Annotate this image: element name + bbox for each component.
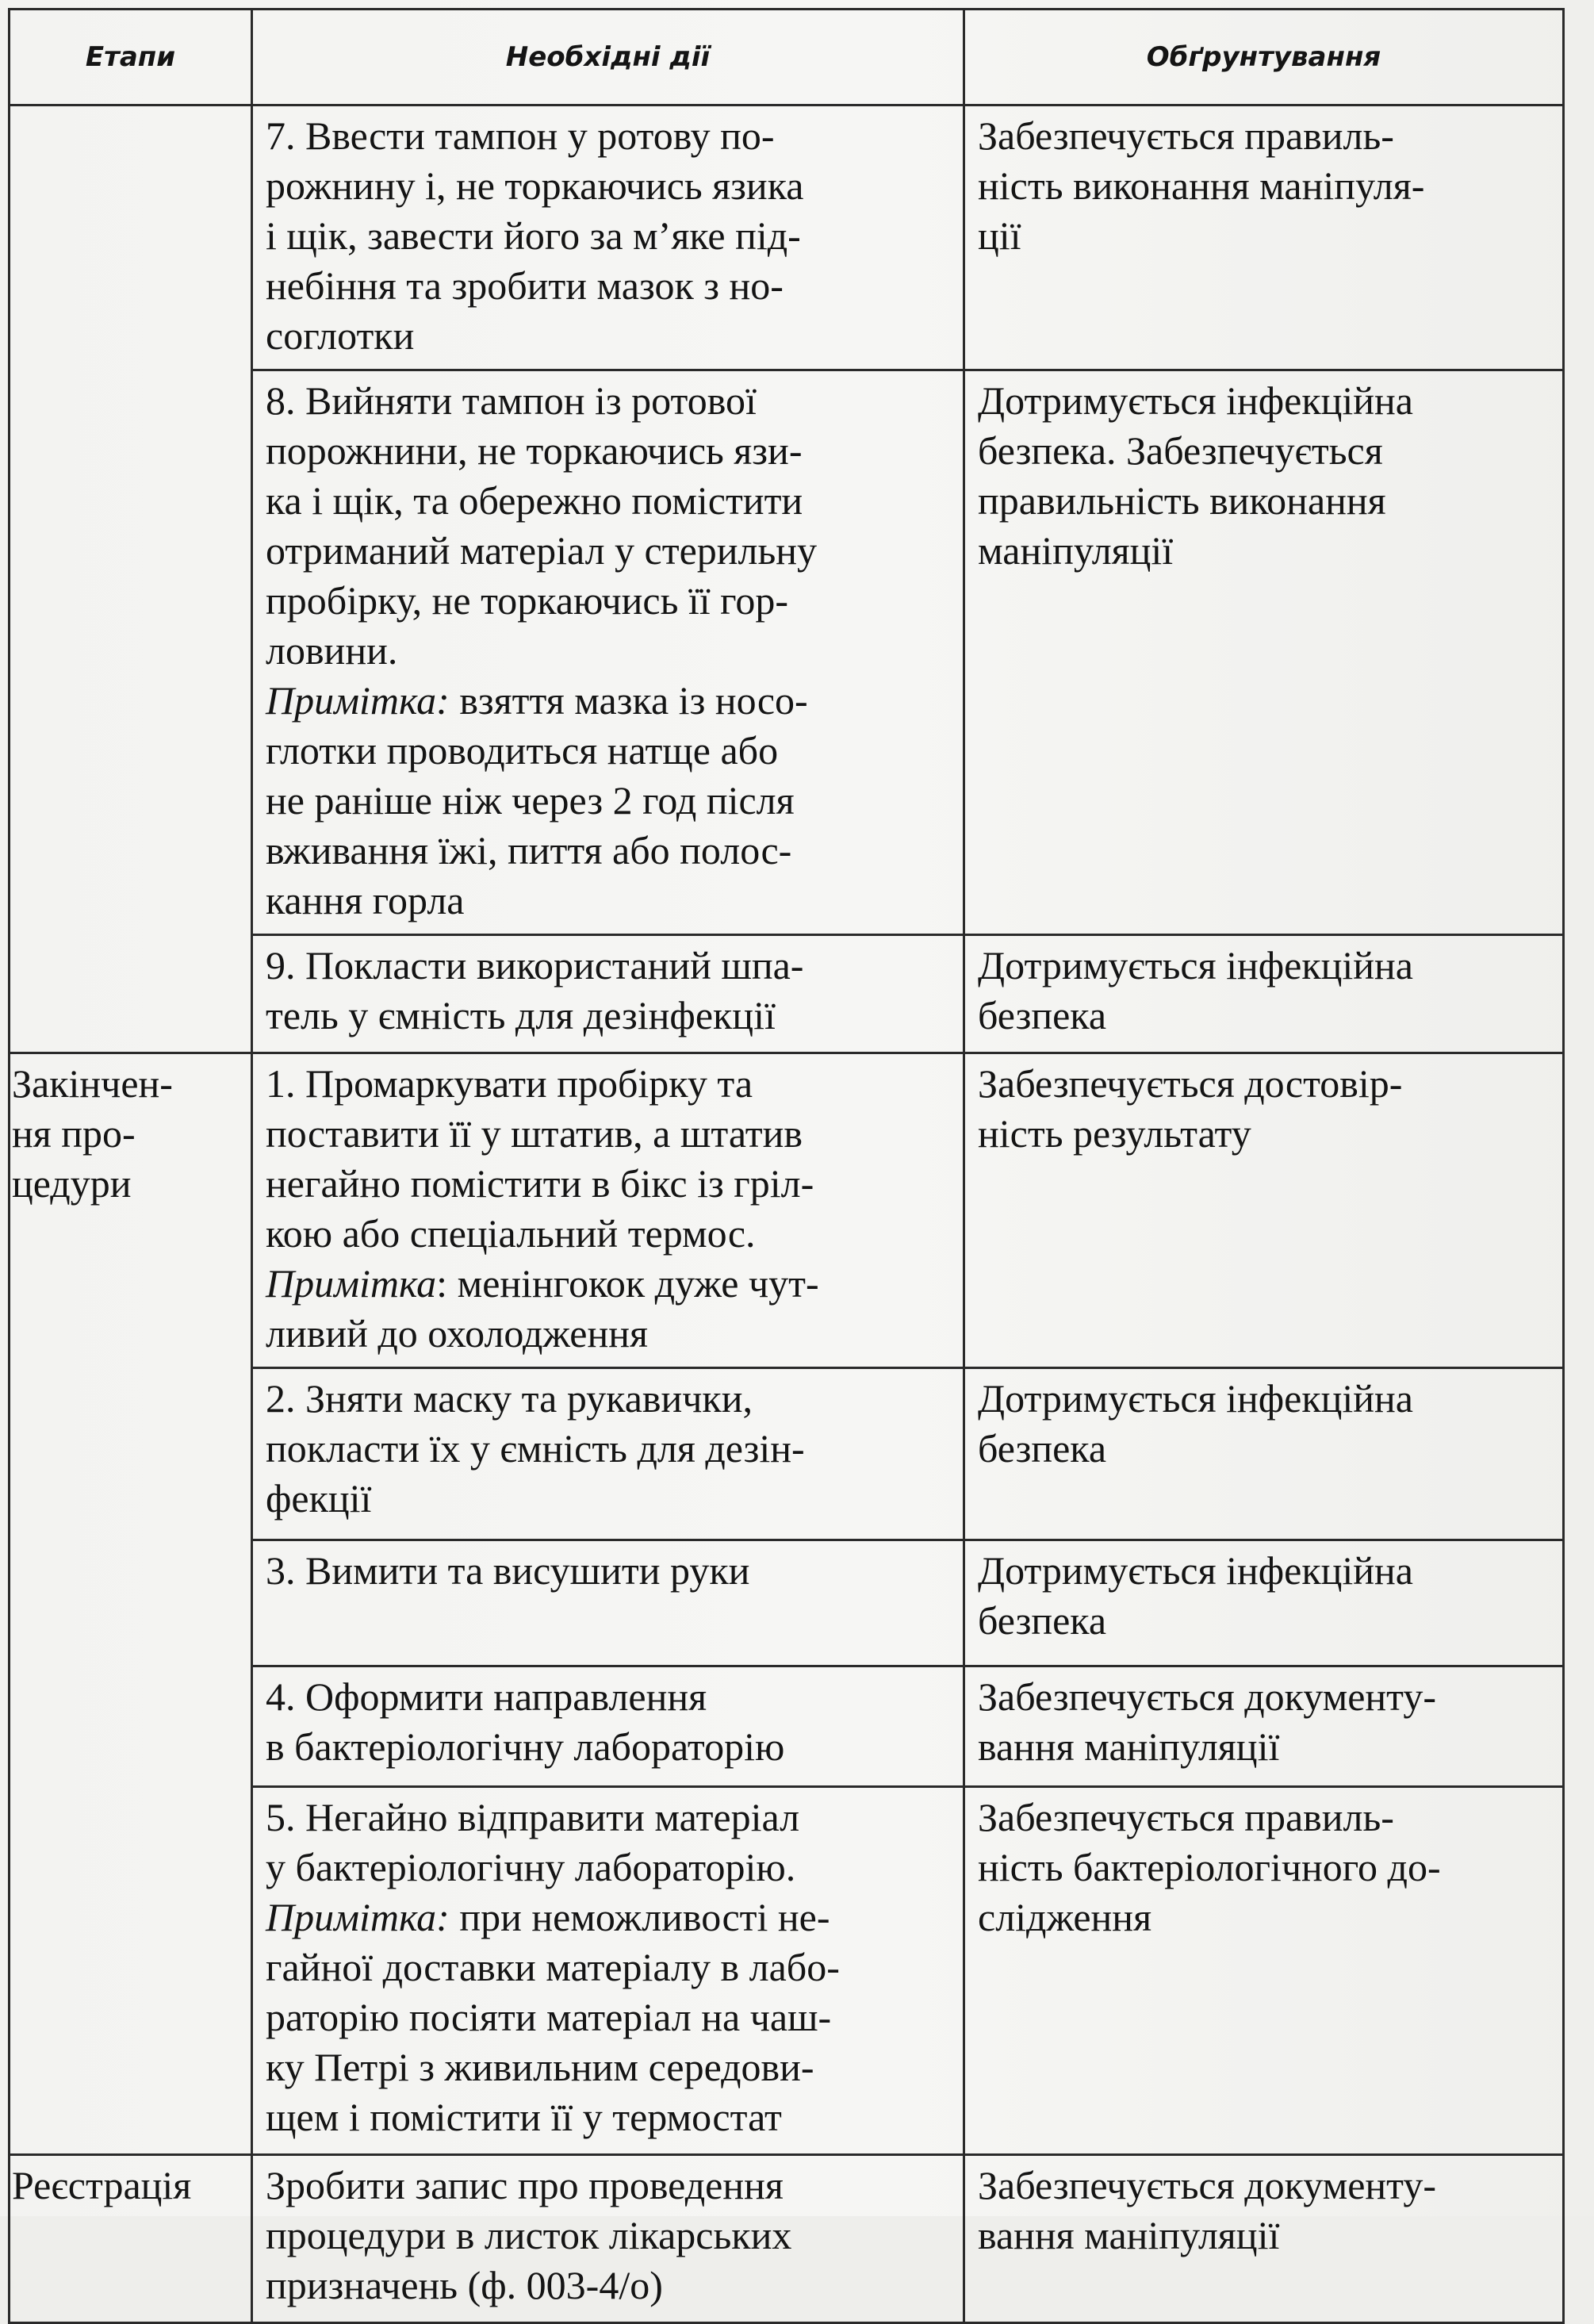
- rationale-text: маніпуляції: [978, 528, 1174, 573]
- action-cell: [252, 1666, 964, 1787]
- table-row: [10, 1053, 1564, 1368]
- note-text: гайної доставки матеріалу в лабо-: [266, 1945, 840, 1989]
- note-text: кання горла: [266, 878, 465, 922]
- note-text: ливий до охолодження: [266, 1311, 649, 1356]
- stage-cell: [10, 1053, 252, 2155]
- header-stage: Етапи: [10, 10, 252, 105]
- note-label: Примітка: [266, 1261, 437, 1306]
- rationale-text: ність результату: [978, 1111, 1251, 1156]
- rationale-text: Забезпечується правиль-: [978, 113, 1394, 158]
- rationale-cell: [964, 2155, 1564, 2323]
- table-row: [10, 105, 1564, 370]
- rationale-cell: [964, 1540, 1564, 1666]
- rationale-cell: [964, 105, 1564, 370]
- note-text: вживання їжі, пиття або полос-: [266, 828, 792, 872]
- action-text: 9. Покласти використаний шпа-: [266, 943, 804, 988]
- rationale-text: Дотримується інфекційна: [978, 1548, 1413, 1593]
- procedure-table: [8, 8, 1565, 2324]
- action-text: отриманий матеріал у стерильну: [266, 528, 818, 573]
- rationale-text: Забезпечується правиль-: [978, 1795, 1394, 1839]
- action-cell: [252, 1540, 964, 1666]
- action-text: соглотки: [266, 313, 415, 358]
- rationale-text: правильність виконання: [978, 478, 1386, 523]
- rationale-cell: [964, 370, 1564, 935]
- note-text: ку Петрі з живильним середови-: [266, 2045, 814, 2089]
- rationale-text: ність виконання маніпуля-: [978, 163, 1425, 208]
- action-text: порожнини, не торкаючись язи-: [266, 428, 803, 473]
- header-actions: Необхідні дії: [252, 10, 964, 105]
- action-text: в бактеріологічну лабораторію: [266, 1724, 785, 1769]
- note-text: Примітка: взяття мазка із носо-: [266, 678, 808, 723]
- rationale-text: Дотримується інфекційна: [978, 1376, 1413, 1421]
- action-text: покласти їх у ємність для дезін-: [266, 1426, 805, 1471]
- table-row: [10, 2155, 1564, 2323]
- action-cell: [252, 1368, 964, 1540]
- action-cell: [252, 1787, 964, 2155]
- rationale-text: Дотримується інфекційна: [978, 943, 1413, 988]
- rationale-cell: [964, 1053, 1564, 1368]
- rationale-text: слідження: [978, 1895, 1152, 1939]
- action-text: у бактеріологічну лабораторію.: [266, 1845, 796, 1889]
- rationale-cell: [964, 1368, 1564, 1540]
- note-text: не раніше ніж через 2 год після: [266, 778, 795, 823]
- table-header-row: [10, 10, 1564, 105]
- action-text: ловини.: [266, 628, 398, 673]
- rationale-text: безпека. Забезпечується: [978, 428, 1383, 473]
- action-text: 7. Ввести тампон у ротову по-: [266, 113, 775, 158]
- action-text: 3. Вимити та висушити руки: [266, 1548, 750, 1593]
- note-text: раторію посіяти матеріал на чаш-: [266, 1995, 832, 2039]
- stage-text: Закінчен-: [12, 1061, 173, 1106]
- action-text: негайно помістити в бікс із гріл-: [266, 1161, 814, 1206]
- action-text: 2. Зняти маску та рукавички,: [266, 1376, 753, 1421]
- rationale-text: вання маніпуляції: [978, 1724, 1280, 1769]
- action-text: пробірку, не торкаючись її гор-: [266, 578, 789, 623]
- action-text: рожнину і, не торкаючись язика: [266, 163, 804, 208]
- action-text: 1. Промаркувати пробірку та: [266, 1061, 753, 1106]
- rationale-cell: [964, 935, 1564, 1053]
- rationale-text: Забезпечується документу-: [978, 1674, 1437, 1719]
- action-text: тель у ємність для дезінфекції: [266, 993, 776, 1037]
- action-text: 5. Негайно відправити матеріал: [266, 1795, 800, 1839]
- action-text: 4. Оформити направлення: [266, 1674, 707, 1719]
- stage-text: ня про-: [12, 1111, 136, 1156]
- action-cell: [252, 935, 964, 1053]
- note-text: Примітка: при неможливості не-: [266, 1895, 830, 1939]
- rationale-text: безпека: [978, 1598, 1107, 1643]
- rationale-text: ність бактеріологічного до-: [978, 1845, 1441, 1889]
- rationale-text: Забезпечується документу-: [978, 2163, 1437, 2207]
- action-text: і щік, завести його за м’яке під-: [266, 213, 801, 258]
- stage-cell: [10, 2155, 252, 2323]
- action-text: фекції: [266, 1476, 372, 1521]
- stage-cell: [10, 105, 252, 1053]
- action-text: поставити її у штатив, а штатив: [266, 1111, 803, 1156]
- action-text: процедури в листок лікарських: [266, 2213, 792, 2257]
- stage-text: цедури: [12, 1161, 132, 1206]
- rationale-text: Забезпечується достовір-: [978, 1061, 1403, 1106]
- action-text: кою або спеціальний термос.: [266, 1211, 756, 1256]
- note-text: щем і помістити її у термостат: [266, 2095, 782, 2139]
- rationale-cell: [964, 1666, 1564, 1787]
- note-text: Примітка: менінгокок дуже чут-: [266, 1261, 819, 1306]
- action-text: небіння та зробити мазок з но-: [266, 263, 784, 308]
- action-cell: [252, 370, 964, 935]
- stage-text: Реєстрація: [12, 2163, 192, 2207]
- rationale-text: ції: [978, 213, 1021, 258]
- rationale-cell: [964, 1787, 1564, 2155]
- note-label: Примітка:: [266, 1895, 450, 1939]
- note-label: Примітка:: [266, 678, 450, 723]
- header-rationale: Обґрунтування: [964, 10, 1564, 105]
- action-text: Зробити запис про проведення: [266, 2163, 784, 2207]
- rationale-text: безпека: [978, 1426, 1107, 1471]
- rationale-text: вання маніпуляції: [978, 2213, 1280, 2257]
- action-cell: [252, 105, 964, 370]
- action-cell: [252, 2155, 964, 2323]
- action-text: призначень (ф. 003-4/о): [266, 2263, 663, 2307]
- action-text: ка і щік, та обережно помістити: [266, 478, 803, 523]
- rationale-text: безпека: [978, 993, 1107, 1037]
- action-cell: [252, 1053, 964, 1368]
- action-text: 8. Вийняти тампон із ротової: [266, 378, 757, 423]
- rationale-text: Дотримується інфекційна: [978, 378, 1413, 423]
- note-text: глотки проводиться натще або: [266, 728, 779, 773]
